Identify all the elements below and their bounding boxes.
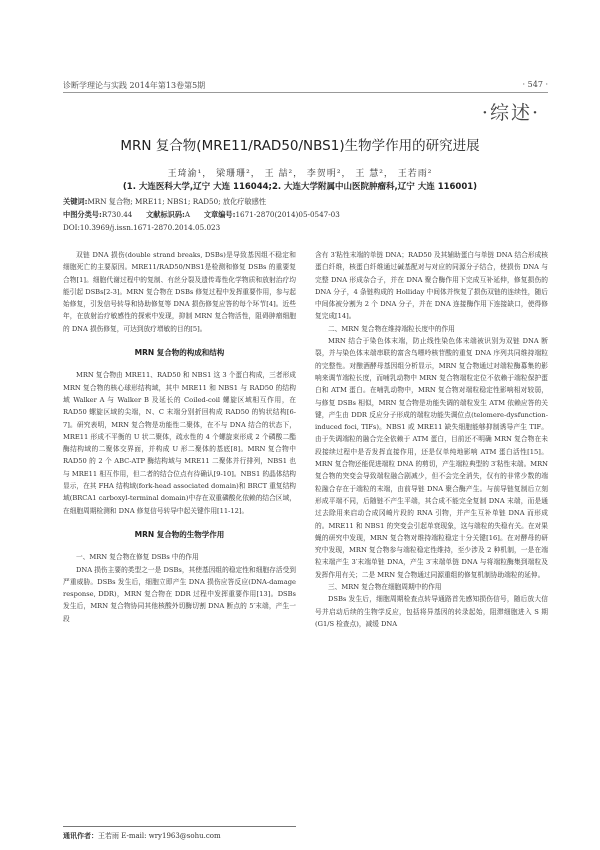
right-column (315, 249, 548, 630)
telomere-paragraph: MRN 结合于染色体末端，防止线性染色体末端被识别为双链 DNA 断裂，并与染色体末端串联的富含鸟嘌呤核苷酸的重复 DNA 序列共同维持端粒的完整性。对酿酒酵母基因组分析显示，MRN 复合物通过对端粒酶募集的影响来调节端粒长度，而哺乳动物中 MRN 复合物端粒定位不依赖于端粒保护蛋白和 ATM 蛋白。在哺乳动物中，MRN 复合物对端粒稳定性影响相对较弱，与修复 DSBs 相似，MRN 复合物是功能失调的端粒发生 ATM 依赖应答的关键，产生由 DDR 反应分子形成的端粒功能失调位点(telomere-dysfunction-induced foci, TIFs)。NBS1 或 MRE11 缺失细胞能够抑制诱导产生 TIF。由于失调端粒的融合完全依赖于 ATM 蛋白，目前还不明确 MRN 复合物在未段接续过程中是否发挥直接作用，还是仅单纯地影响 ATM 蛋白活性[15]。MRN 复合物还能促进端粒 DNA 的剪切，产生端粒典型的 3′粘性末端。MRN 复合物的突变会导致端粒融合剧减少，但不会完全消失，仅有的非常少数的端粒融合存在于端粒的末端，由前导链 DNA 聚合酶产生。与前导链复制后立刻形成平端不同，后随链不产生平端，其合成不能完全复制 DNA 末端，而是通过去除用来启动合成冈崎片段的 RNA 引物，并产生互补单链 DNA 而形成的。MRE11 和 NBS1 的突变会引起单衰现象，这与端粒的失稳有关。在对果蝇的研究中发现，MRN 复合物对维持端粒稳定十分关键[16]。在对酵母的研究中发现，MRN 复合物参与端粒稳定性维持，至少涉及 2 种机制，一是在端粒末端产生 3′末端单链 DNA，产生 3′末端单链 DNA 与将端粒酶集到端粒及发挥作用有关；二是 MRN 复合物通过同源重组的修复机制协助端粒的延伸。 (315, 337, 548, 579)
keywords-line (63, 197, 266, 207)
article-number: 1671-2870(2014)05-0547-03 (235, 210, 340, 219)
subheading-dsb-repair: 一、MRN 复合物在修复 DSBs 中的作用 (76, 553, 199, 562)
keywords-label: 关键词: (63, 197, 88, 206)
affiliations: (1. 大连医科大学,辽宁 大连 116044;2. 大连大学附属中山医院肿瘤科,辽宁 大连 116001) (122, 182, 478, 192)
footnote-text: 王若雨 E-mail: wry1963@sohu.com (98, 832, 221, 840)
doi: DOI:10.3969/j.issn.1671-2870.2014.05.023 (63, 223, 221, 232)
keywords: MRN 复合物; MRE11; NBS1; RAD50; 放化疗敏感性 (87, 197, 267, 206)
repair-continued-paragraph: 含有 3′粘性末端的单链 DNA；RAD50 及其辅助蛋白与单链 DNA 结合形成核蛋白纤维，核蛋白纤维通过碱基配对与对应的同源分子结合，使损伤 DNA 与完整 DNA 形成杂合子，并在 DNA 聚合酶作用下完成互补延伸，修复损伤的 DNA 分子，4 条链构成的 Holliday 中间体并恢复了损伤双链的连续性，随后中间体被分割为 2 个 DNA 分子，并在 DNA 连接酶作用下连接缺口，使得修复完成[14]。 (315, 251, 548, 321)
subheading-telomere: 二、MRN 复合物在维持端粒长度中的作用 (328, 324, 455, 333)
corresponding-author-footnote (63, 826, 296, 841)
heading-structure: MRN 复合物的构成和结构 (134, 348, 225, 358)
authors: 王琦渝¹， 梁珊珊²， 王 喆²， 李贺明²， 王 慧²， 王若雨² (167, 169, 433, 179)
footnote-label: 通讯作者： (63, 832, 98, 840)
page-number: · 547 · (522, 80, 548, 89)
doc-code-label: 文献标识码: (146, 210, 185, 219)
article-number-label: 文章编号: (203, 210, 236, 219)
running-header (63, 80, 548, 93)
classification-line (63, 210, 340, 220)
dsb-repair-paragraph: DNA 损伤主要的类型之一是 DSBs，其使基因组的稳定性和细胞存活受到严重威胁。DSBs 发生后，细胞立即产生 DNA 损伤应答反应(DNA-damage response, DDR)，MRN 复合物在 DDR 过程中发挥重要作用[13]。DSBs 发生后，MRN 复合物协同其他核酸外切酶切割 DNA 断点的 5′末端，产生一段 (63, 565, 296, 623)
doc-code: A (184, 210, 191, 219)
subheading-cell-cycle: 三、MRN 复合物在细胞周期中的作用 (328, 583, 442, 592)
clc-label: 中图分类号: (63, 210, 102, 219)
cell-cycle-paragraph: DSBs 发生后，细胞周期检查点转导通路首先感知损伤信号，随后放大信号并启动后续的生物学反应，包括将异基因的转录起始，阻滞细胞进入 S 期(G1/S 检查点)，减缓 DNA (315, 595, 548, 628)
journal-info: 诊断学理论与实践 2014年第13卷第5期 (63, 81, 206, 90)
clc-number: R730.44 (101, 210, 133, 219)
left-column (63, 249, 296, 625)
paper-title: MRN 复合物(MRE11/RAD50/NBS1)生物学作用的研究进展 (120, 138, 480, 154)
intro-paragraph: 双链 DNA 损伤(double strand breaks, DSBs)是导致基因组不稳定和细胞死亡的主要原因。MRE11/RAD50/NBS1是检测和修复 DSBs 的重要复合物[1]。细胞代谢过程中的复制、有丝分裂及遗传毒性化学物质和放射治疗均能引起 DSBs[2-3]。MRN 复合物在 DSBs 修复过程中发挥重要作用，参与起始修复，引发信号转导和协助修复等 DNA 损伤修复应答的每个环节[4]。近些年，在放射治疗敏感性的探索中发现，抑制 MRN 复合物活性，阻碍肿瘤细胞的 DNA 损伤修复，可达到放疗增敏的目的[5]。 (63, 251, 296, 333)
heading-function: MRN 复合物的生物学作用 (134, 529, 225, 539)
structure-paragraph: MRN 复合物由 MRE11、RAD50 和 NBS1 这 3 个蛋白构成，三者形成 MRN 复合物的核心球形结构域，其中 MRE11 和 NBS1 与 RAD50 的结构域 Walker A 与 Walker B 及延长的 Coiled-coil 螺旋区域相互作用，在 RAD50 螺旋区域的尖端，N、C 末端分别折回构成 RAD50 的钩状结构[6-7]。研究表明，MRN 复合物是功能性二聚体，在不与 DNA 结合的状态下，MRE11 形成不平衡的 U 状二聚体，疏水性的 4 个螺旋束形成 2 个磷酸二酯酶结构域的二聚体交界面，并构成 U 形二聚体的基底[8]。MRN 复合物中 RAD50 的 2 个 ABC-ATP 酶结构域与 MRE11 二聚体并行排列，NBS1 也与 MRE11 相互作用，但二者的结合位点有待确认[9-10]。NBS1 的晶体结构显示，在其 FHA 结构域(fork-head associated domain)和 BRCT 重复结构域(BRCA1 carboxyl-terminal domain)中存在双重磷酸化依赖的结合区域，在细胞周期检测和 DNA 修复信号转导中起关键作用[11-12]。 (63, 371, 296, 515)
section-tag: ·综述· (481, 102, 540, 124)
